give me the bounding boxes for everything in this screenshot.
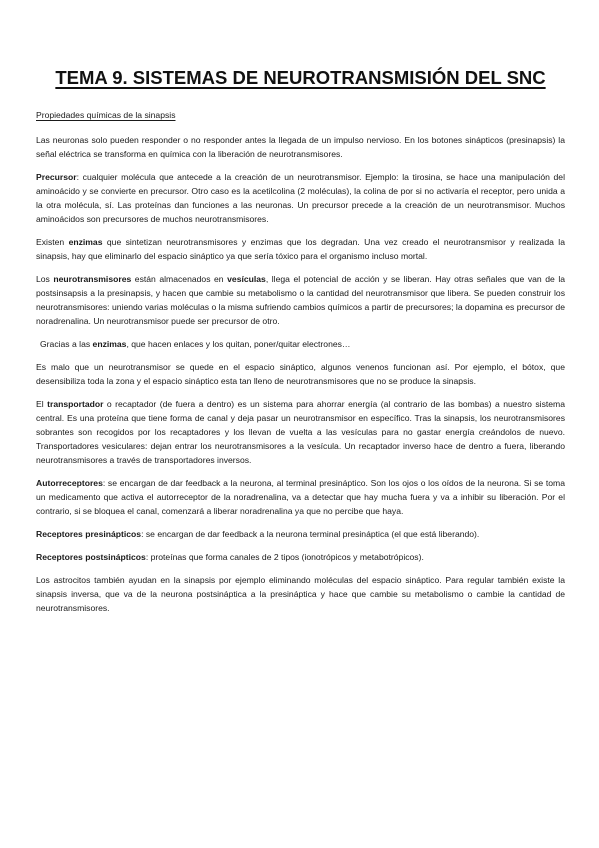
paragraph-gracias-enzimas	[36, 337, 565, 351]
term-receptores-presinapticos: Receptores presinápticos	[36, 529, 142, 539]
paragraph-text: Gracias a las	[40, 339, 93, 349]
term-neurotransmisores: neurotransmisores	[53, 274, 132, 284]
term-receptores-postsinapticos: Receptores postsinápticos	[36, 552, 146, 562]
paragraph-botox: Es malo que un neurotransmisor se quede en el espacio sináptico, algunos venenos funcionan así. Por ejemplo, el bótox, que desensibiliza toda la zona y el espacio sináptico esta tan lleno de neurotransmisores que no se produce la sinapsis.	[36, 362, 565, 386]
paragraph-autorreceptores	[36, 476, 565, 518]
paragraph-text: o recaptador (de fuera a dentro) es un sistema para ahorrar energía (al contrario de las bombas) a nuestro sistema central. Es una proteína que tiene forma de canal y deja pasar un neurotransmisor en específico. Tras la sinapsis, los neurotransmisores sobrantes son recogidos por los recaptadores y los llevan de vuelta a las vesículas para no gastar energía creándolos de nuevo. Transportadores vesiculares: dejan entrar los neurotransmisores a la vesícula. Un recaptador inverso hace de dentro a fuera, liberando neurotransmisores a través de transportadores inversos.	[36, 399, 565, 465]
paragraph-enzimas	[36, 235, 565, 263]
paragraph-text: : proteínas que forma canales de 2 tipos (ionotrópicos y metabotrópicos).	[145, 552, 424, 562]
paragraph-intro: Las neuronas solo pueden responder o no responder antes la llegada de un impulso nervioso. En los botones sinápticos (presinapsis) la señal eléctrica se transforma en química con la liberación de neurotransmisores.	[36, 135, 565, 159]
paragraph-text: , llega el potencial de acción y se liberan. Hay otras señales que van de la postsinsapsis a la presinapsis, y hacen que cambie su metabolismo o la cantidad del neurotransmisor que libera. Se pueden construir los neurotransmisores: uniendo varias moléculas o la misma sufriendo cambios químicos a partir de precursores; la dopamina es precursor de noradrenalina. Un neurotransmisor puede ser precursor de otro.	[36, 274, 566, 326]
term-autorreceptores: Autorreceptores	[36, 478, 103, 488]
paragraph-text: : se encargan de dar feedback a la neurona terminal presináptica (el que está liberando).	[141, 529, 480, 539]
paragraph-precursor	[36, 170, 565, 226]
paragraph-astrocitos: Los astrocitos también ayudan en la sinapsis por ejemplo eliminando moléculas del espacio sináptico. Para regular también existe la sinapsis inversa, que va de la neurona postsináptica a la presináptica y hace que cambie su metabolismo o cambie la cantidad de neurotransmisores.	[36, 575, 565, 613]
section-subtitle: Propiedades químicas de la sinapsis	[36, 110, 176, 120]
paragraph-receptores-presinapticos	[36, 527, 565, 541]
term-enzimas: enzimas	[92, 339, 127, 349]
paragraph-text: : se encargan de dar feedback a la neurona, al terminal presináptico. Son los ojos o los oídos de la neurona. Si se toma un medicamento que activa el autorreceptor de la noradrenalina, va a detectar que hay mucha fuera y va a inhibir su liberación. Por el contrario, si se bloquea el canal, comenzará a liberar noradrenalina ya que no percibe que haya.	[36, 478, 565, 516]
term-transportador: transportador	[47, 399, 104, 409]
term-vesiculas: vesículas	[227, 274, 266, 284]
paragraph-text: Los	[36, 274, 54, 284]
paragraph-text: que sintetizan neurotransmisores y enzimas que los degradan. Una vez creado el neurotransmisor y realizada la sinapsis, hay que eliminarlo del espacio sináptico ya que sería tóxico para el organismo incluso mortal.	[36, 237, 565, 261]
paragraph-text: Existen	[36, 237, 69, 247]
paragraph-text: El	[36, 399, 48, 409]
page-title: TEMA 9. SISTEMAS DE NEUROTRANSMISIÓN DEL SNC	[55, 67, 546, 88]
paragraph-receptores-postsinapticos	[36, 550, 565, 564]
paragraph-neurotransmisores	[36, 272, 565, 328]
term-enzimas: enzimas	[68, 237, 103, 247]
paragraph-text: : cualquier molécula que antecede a la creación de un neurotransmisor. Ejemplo: la tirosina, se hace una manipulación del aminoácido y se convierte en precursor. Otro caso es la acetilcolina (2 moléculas), la colina de por si no activaría el receptor, pero unida a la otra molécula, sí. Las proteínas dan funciones a las neuronas. Un precursor precede a la creación de un neurotransmisor. Muchos aminoácidos son precursores de muchos neurotransmisores.	[36, 172, 565, 224]
paragraph-text: están almacenados en	[131, 274, 228, 284]
document-content	[36, 66, 565, 624]
paragraph-transportador	[36, 397, 565, 467]
paragraph-text: , que hacen enlaces y los quitan, poner/quitar electrones…	[126, 339, 351, 349]
term-precursor: Precursor	[36, 172, 77, 182]
